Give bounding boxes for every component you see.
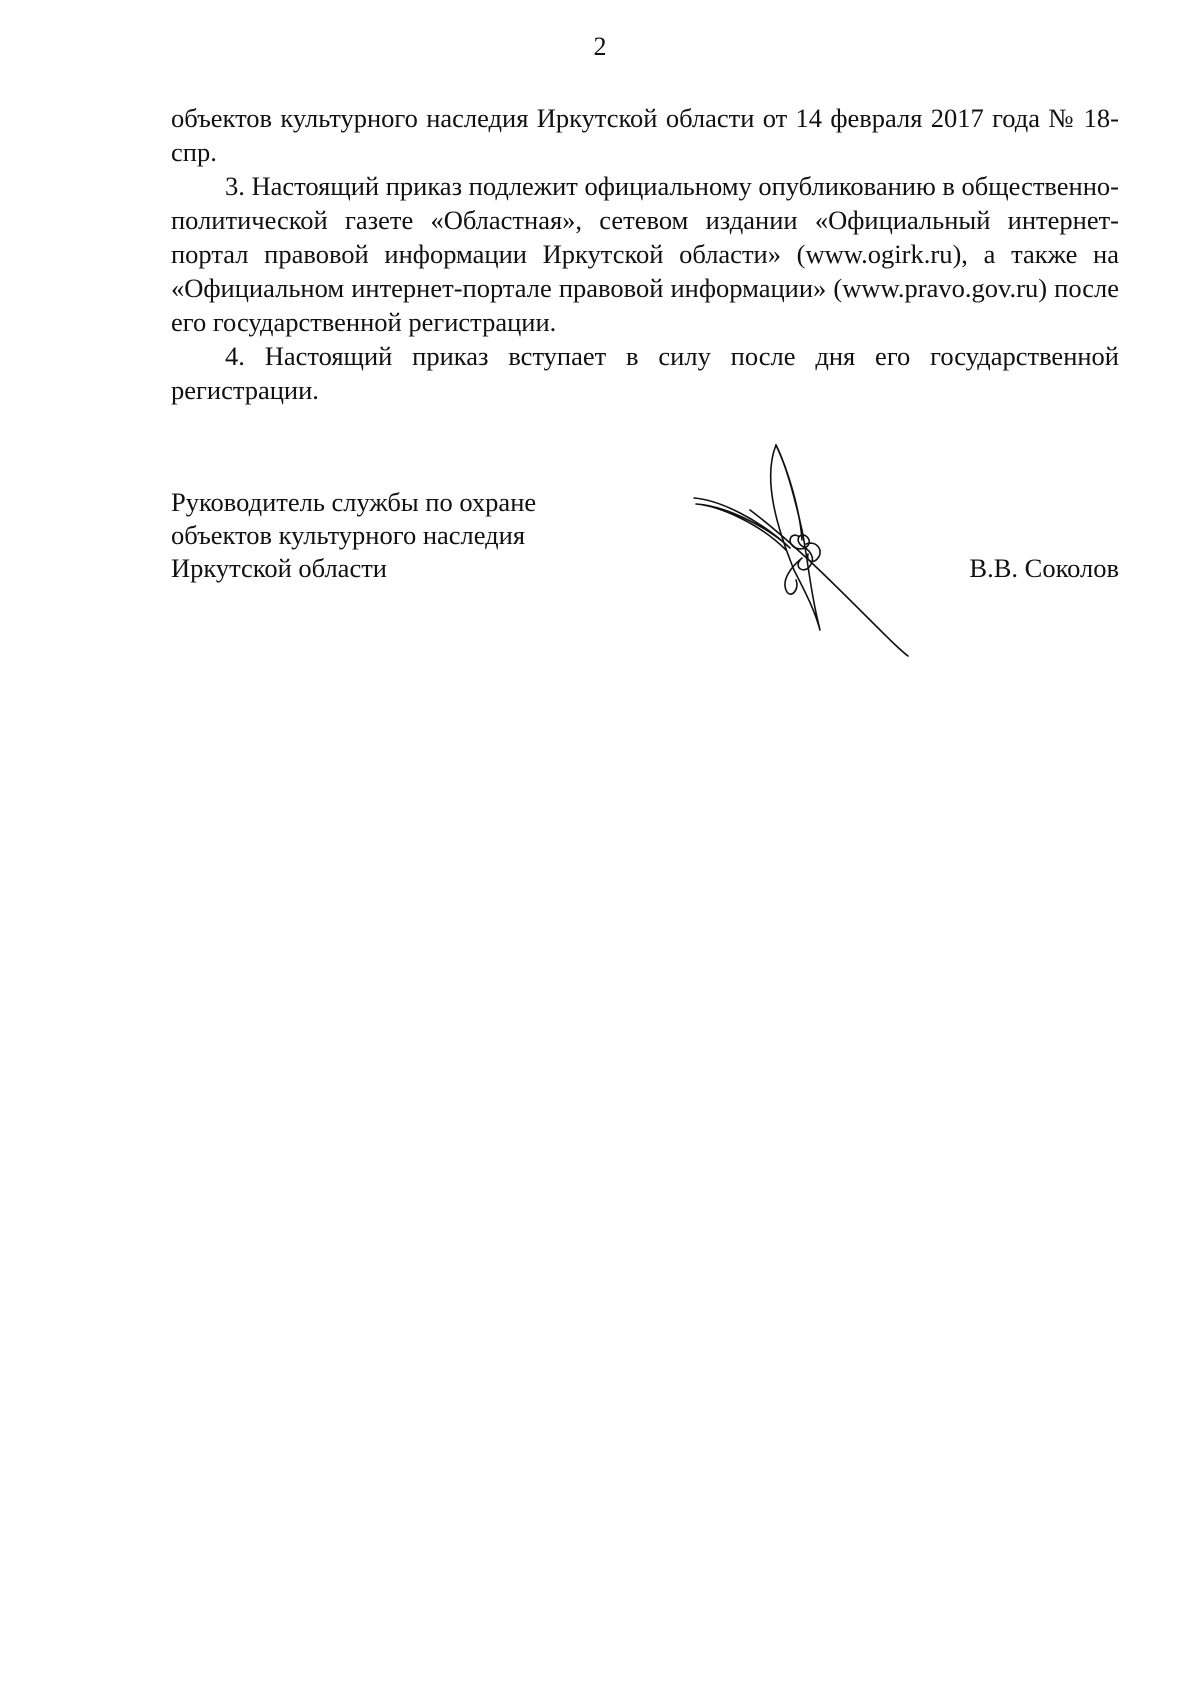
signatory-title-line: Иркутской области xyxy=(171,553,387,583)
signatory-title-line: Руководитель службы по охране xyxy=(171,487,537,517)
handwritten-signature xyxy=(690,440,930,660)
signatory-name: В.В. Соколов xyxy=(969,553,1119,583)
paragraph-3-publication: 3. Настоящий приказ подлежит официальному опубликованию в общественно-политической газете «Областная», сетевом издании «Официальный интернет-портал правовой информации Иркутской области» (www.ogirk.ru), а также на «Официальном интернет-портале правовой информации» (www.pravo.gov.ru) после его государственной регистрации. xyxy=(171,171,1119,337)
page-number: 2 xyxy=(593,32,607,61)
document-body xyxy=(171,101,1119,407)
paragraph-continuation: объектов культурного наследия Иркутской области от 14 февраля 2017 года № 18-спр. xyxy=(171,103,1119,167)
paragraph-4-effective-date: 4. Настоящий приказ вступает в силу после дня его государственной регистрации. xyxy=(171,341,1119,405)
signatory-title-line: объектов культурного наследия xyxy=(171,520,526,550)
signatory-title xyxy=(171,486,536,585)
